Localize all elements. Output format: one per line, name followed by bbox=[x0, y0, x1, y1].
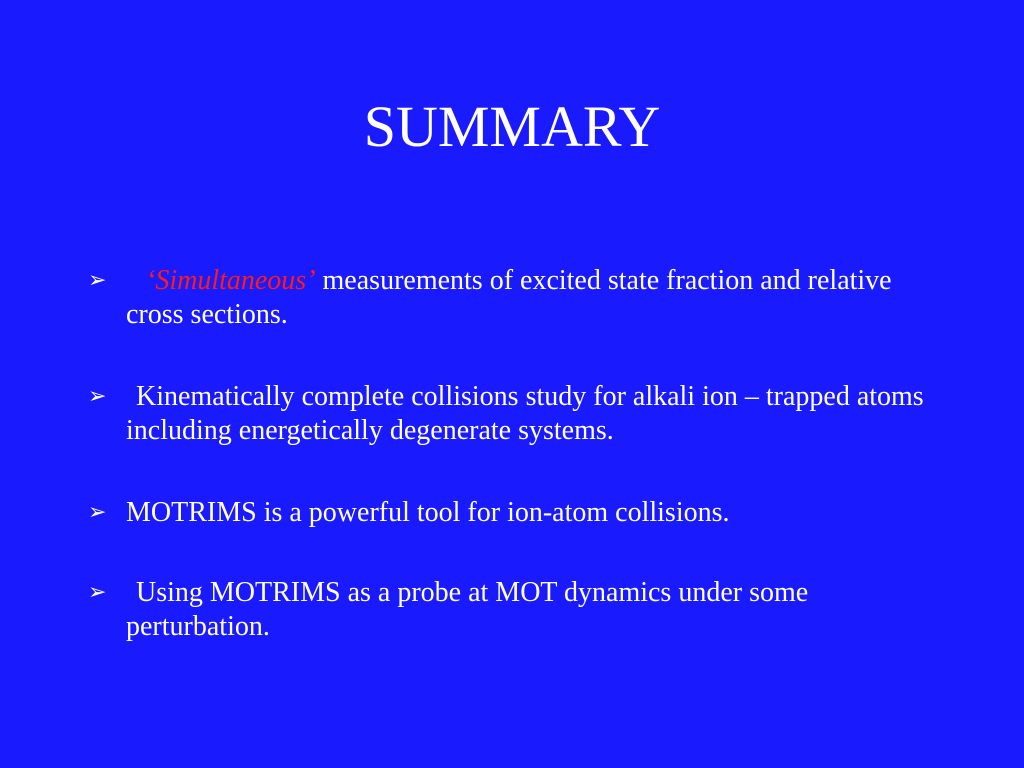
bullet-item-4 bbox=[88, 576, 948, 644]
bullet-list bbox=[88, 264, 948, 692]
arrow-bullet-icon: ➢ bbox=[88, 268, 107, 293]
bullet-3-text: MOTRIMS is a powerful tool for ion-atom collisions. bbox=[126, 497, 730, 528]
arrow-bullet-icon: ➢ bbox=[88, 500, 107, 525]
bullet-1-emphasis: ‘Simultaneous’ bbox=[146, 265, 316, 296]
bullet-item-3 bbox=[88, 496, 948, 530]
slide-title: SUMMARY bbox=[363, 94, 661, 159]
arrow-bullet-icon: ➢ bbox=[88, 580, 107, 605]
bullet-1-text: measurements of excited state fraction and relative cross sections. bbox=[126, 265, 892, 330]
bullet-item-2 bbox=[88, 380, 948, 448]
bullet-2-text: Kinematically complete collisions study for alkali ion – trapped atoms including energetically degenerate systems. bbox=[126, 381, 924, 446]
arrow-bullet-icon: ➢ bbox=[88, 384, 107, 409]
bullet-4-text: Using MOTRIMS as a probe at MOT dynamics under some perturbation. bbox=[126, 577, 809, 642]
bullet-item-1 bbox=[88, 264, 948, 332]
